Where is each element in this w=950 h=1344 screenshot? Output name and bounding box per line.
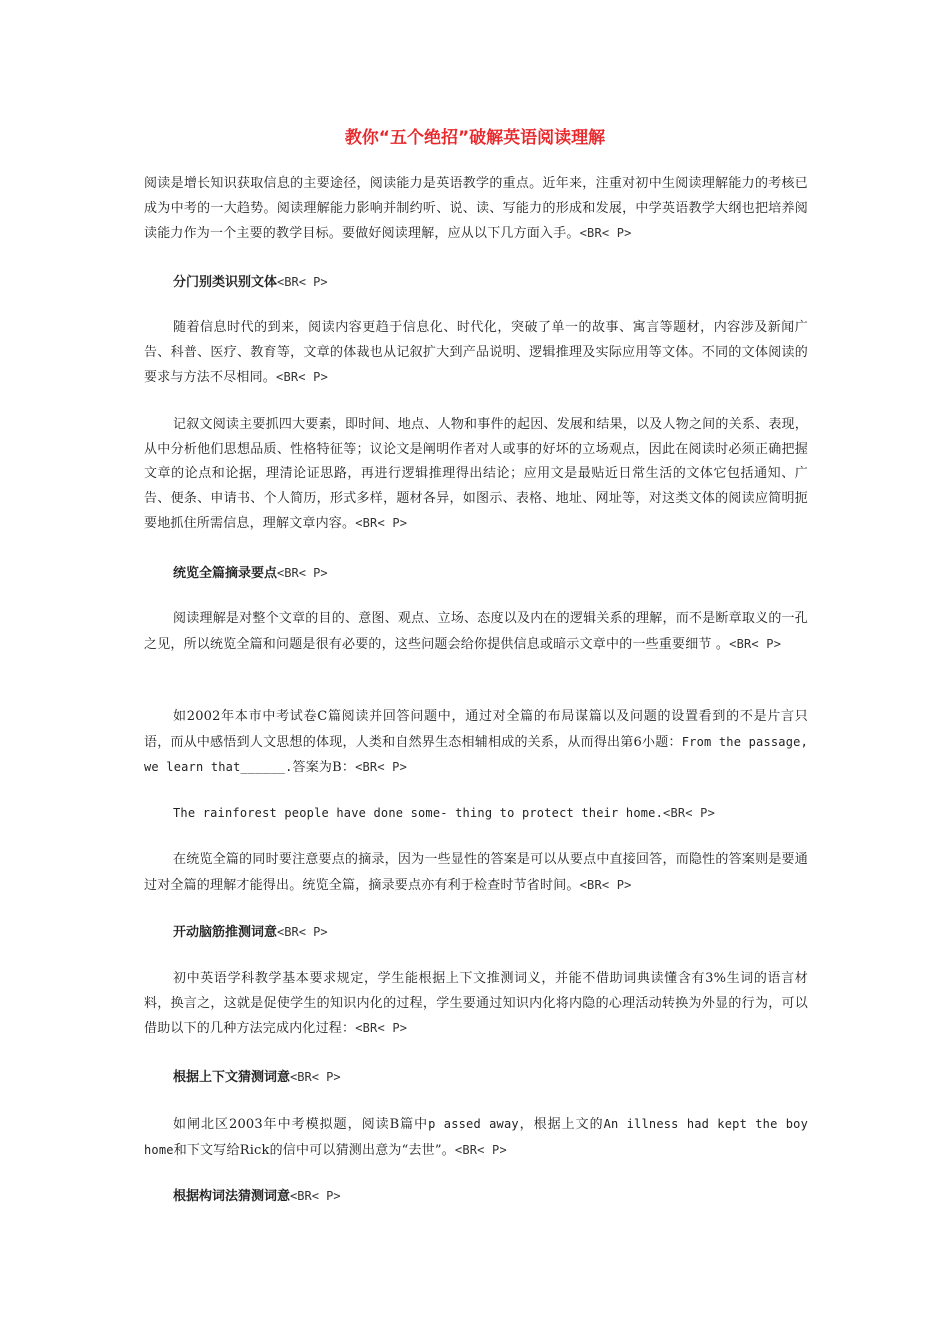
section-heading-genre: [173, 270, 328, 295]
br-tag: <BR< P>: [355, 1021, 408, 1035]
paragraph-text: 和下文写给Rick的信中可以猜测出意为“去世”。: [173, 1142, 455, 1158]
paragraph-text: ，根据上文的: [518, 1117, 604, 1132]
section-heading-wordformation: [173, 1184, 341, 1209]
br-tag: <BR< P>: [355, 516, 408, 530]
paragraph-overview-intro: [144, 607, 808, 657]
paragraph-text: 如2002年本市中考试卷C篇阅读并回答问题中，通过对全篇的布局谋篇以及问题的设置看到的不是片言只语，而从中感悟到人文思想的体现，人类和自然界生态相辅相成的关系，从而得出第6小题：: [144, 709, 808, 750]
heading-text: 分门别类识别文体: [173, 275, 278, 290]
section-heading-context: [173, 1065, 341, 1090]
heading-text: 根据上下文猜测词意: [173, 1070, 291, 1085]
paragraph-text: 阅读理解是对整个文章的目的、意图、观点、立场、态度以及内在的逻辑关系的理解，而不是断章取义的一孔之见，所以统览全篇和问题是很有必要的，这些问题会给你提供信息或暗示文章中的一些重要细节 。: [144, 611, 808, 652]
paragraph-genre-detail: [144, 413, 808, 537]
english-quote: From the passage, we learn that______.: [144, 734, 808, 774]
paragraph-text: 在统览全篇的同时要注意要点的摘录，因为一些显性的答案是可以从要点中直接回答，而隐性的答案则是要通过对全篇的理解才能得出。统览全篇，摘录要点亦有利于检查时节省时间。: [144, 852, 808, 893]
english-phrase: p assed away: [428, 1117, 519, 1131]
br-tag: <BR< P>: [277, 566, 328, 580]
br-tag: <BR< P>: [579, 877, 632, 892]
paragraph-context-example: [144, 1112, 808, 1163]
br-tag: <BR< P>: [454, 1142, 507, 1157]
section-heading-guess: [173, 920, 328, 945]
heading-text: 统览全篇摘录要点: [173, 566, 278, 581]
paragraph-overview-example: [144, 705, 808, 781]
br-tag: <BR< P>: [290, 1189, 341, 1203]
paragraph-text: 答案为B：: [292, 760, 356, 775]
heading-text: 根据构词法猜测词意: [173, 1189, 291, 1204]
br-tag: <BR< P>: [276, 370, 328, 384]
paragraph-text: 阅读是增长知识获取信息的主要途径，阅读能力是英语教学的重点。近年来，注重对初中生阅读理解能力的考核已成为中考的一大趋势。阅读理解能力影响并制约听、说、读、写能力的形成和发展，中学英语教学大纲也把培养阅读能力作为一个主要的教学目标。要做好阅读理解，应从以下几方面入手。: [144, 176, 808, 241]
document-title: 教你“五个绝招”破解英语阅读理解: [344, 128, 606, 148]
section-heading-overview: [173, 561, 328, 586]
br-tag: <BR< P>: [277, 275, 328, 289]
paragraph-text: 如闸北区2003年中考模拟题，阅读B篇中: [173, 1117, 429, 1132]
paragraph-text: 随着信息时代的到来，阅读内容更趋于信息化、时代化，突破了单一的故事、寓言等题材，内容涉及新闻广告、科普、医疗、教育等，文章的体裁也从记叙扩大到产品说明、逻辑推理及实际应用等文体。不同的文体阅读的要求与方法不尽相同。: [144, 320, 808, 385]
br-tag: <BR< P>: [663, 806, 716, 820]
br-tag: <BR< P>: [290, 1070, 341, 1084]
paragraph-genre-intro: [144, 316, 808, 391]
english-sentence: An illness had kept the boy home: [144, 1117, 808, 1157]
paragraph-overview-keypoints: [144, 848, 808, 898]
paragraph-text: 初中英语学科教学基本要求规定，学生能根据上下文推测词义，并能不借助词典读懂含有3%生词的语言材料，换言之，这就是促使学生的知识内化的过程，学生要通过知识内化将内隐的心理活动转换为外显的行为，可以借助以下的几种方法完成内化过程：: [144, 971, 808, 1036]
heading-text: 开动脑筋推测词意: [173, 925, 278, 940]
english-answer: The rainforest people have done some- thing to protect their home.: [173, 806, 664, 820]
paragraph-answer: [144, 801, 808, 827]
paragraph-guess-intro: [144, 967, 808, 1042]
br-tag: <BR< P>: [355, 760, 408, 774]
br-tag: <BR< P>: [729, 636, 782, 651]
paragraph-intro: [144, 172, 808, 247]
br-tag: <BR< P>: [277, 925, 328, 939]
br-tag: <BR< P>: [579, 226, 632, 240]
paragraph-text: 记叙文阅读主要抓四大要素，即时间、地点、人物和事件的起因、发展和结果，以及人物之间的关系、表现，从中分析他们思想品质、性格特征等；议论文是阐明作者对人或事的好坏的立场观点，因此在阅读时必须正确把握文章的论点和论据，理清论证思路，再进行逻辑推理得出结论；应用文是最贴近日常生活的文体它包括通知、广告、便条、申请书、个人简历，形式多样，题材各异，如图示、表格、地址、网址等，对这类文体的阅读应简明扼要地抓住所需信息，理解文章内容。: [144, 417, 808, 531]
